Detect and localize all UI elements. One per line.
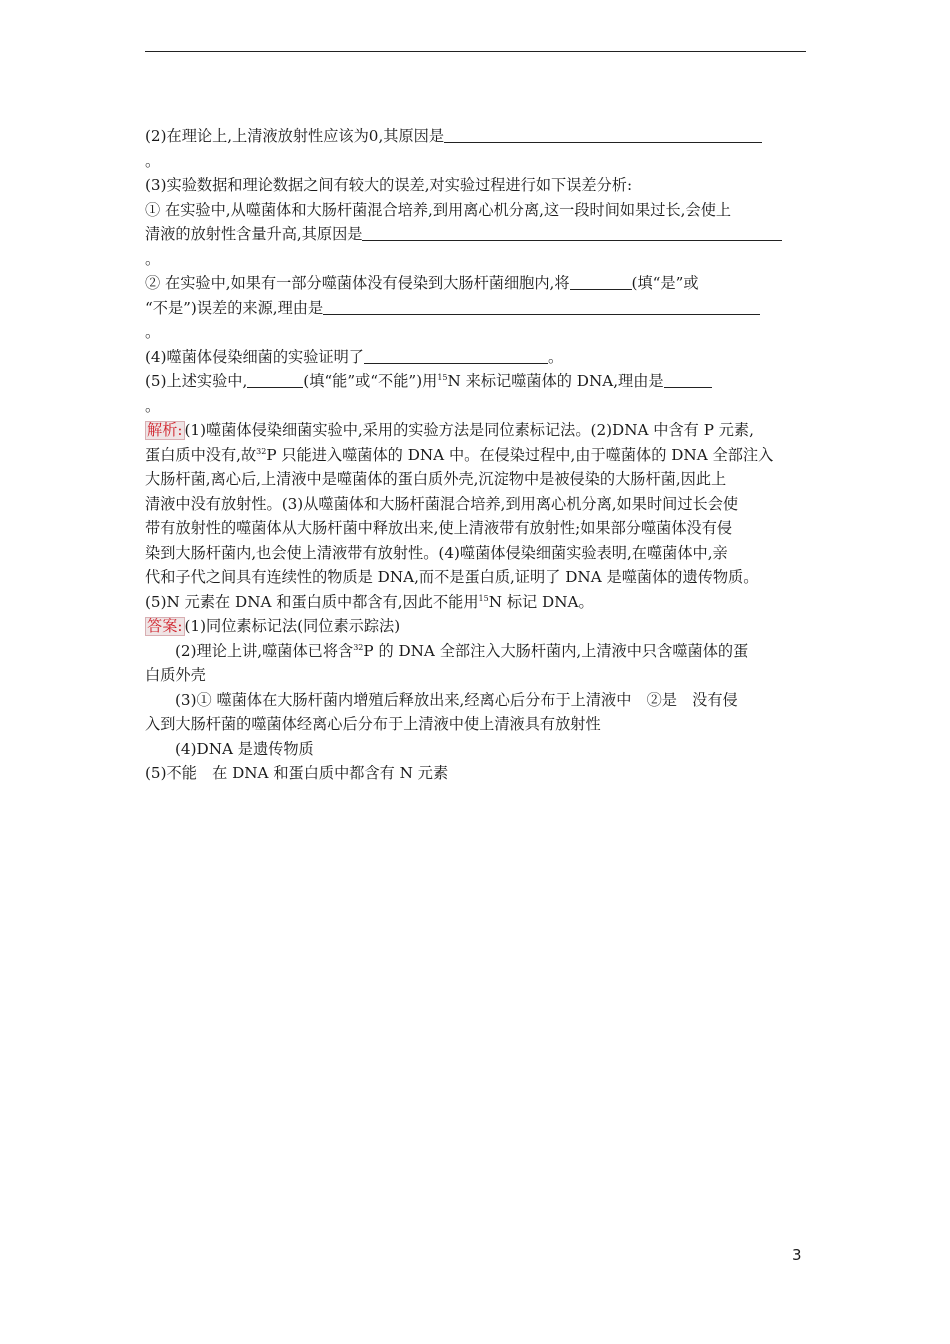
fill-blank [247, 372, 303, 388]
fill-blank [323, 299, 760, 315]
question-3-item-2-line-1 [145, 271, 807, 296]
analysis-line-7: 代和子代之间具有连续性的物质是 DNA,而不是蛋白质,证明了 DNA 是噬菌体的遗传物质。 [145, 568, 759, 586]
superscript: 15 [437, 373, 448, 382]
text: (填“能”或“不能”)用 [303, 372, 438, 390]
text: N 标记 DNA。 [488, 592, 594, 611]
analysis-line-2 [145, 443, 807, 468]
superscript: 15 [478, 593, 489, 603]
answer-line-3: (3)① 噬菌体在大肠杆菌内增殖后释放出来,经离心后分布于上清液中 ②是 没有侵 [175, 690, 738, 709]
question-2 [145, 124, 807, 149]
text: 清液的放射性含量升高,其原因是 [145, 225, 363, 243]
question-5 [145, 369, 807, 394]
question-5-end: 。 [145, 396, 161, 415]
analysis-line-8 [145, 590, 807, 615]
question-3-intro: (3)实验数据和理论数据之间有较大的误差,对实验过程进行如下误差分析: [145, 176, 633, 194]
answer-line-3-cont: 入到大肠杆菌的噬菌体经离心后分布于上清液中使上清液具有放射性 [145, 715, 601, 733]
answer-section [145, 614, 807, 786]
answer-label: 答案: [147, 617, 183, 635]
text: (5)N 元素在 DNA 和蛋白质中都含有,因此不能用 [145, 592, 479, 611]
text: 。 [547, 347, 564, 366]
text: N 来标记噬菌体的 DNA,理由是 [447, 372, 664, 390]
superscript: 32 [353, 642, 364, 652]
question-2-end: 。 [145, 151, 161, 170]
superscript: 32 [256, 446, 267, 456]
fill-blank [362, 225, 782, 241]
text: (1)同位素标记法(同位素示踪法) [184, 617, 401, 635]
analysis-line-1 [145, 418, 807, 443]
text: (5)上述实验中, [145, 372, 248, 390]
answer-line-5: (5)不能 在 DNA 和蛋白质中都含有 N 元素 [145, 764, 449, 782]
answer-line-1 [145, 614, 807, 639]
answer-line-2 [145, 639, 807, 664]
fill-blank [570, 274, 632, 290]
page-number: 3 [792, 1246, 802, 1264]
question-3-item-2-end: 。 [145, 323, 161, 341]
document-body [145, 124, 807, 786]
analysis-line-6: 染到大肠杆菌内,也会使上清液带有放射性。(4)噬菌体侵染细菌实验表明,在噬菌体中,亲 [145, 543, 728, 562]
analysis-section [145, 418, 807, 614]
answer-line-4: (4)DNA 是遗传物质 [175, 739, 314, 758]
analysis-line-4: 清液中没有放射性。(3)从噬菌体和大肠杆菌混合培养,到用离心机分离,如果时间过长会使 [145, 494, 739, 513]
question-4 [145, 345, 807, 370]
text: “不是”)误差的来源,理由是 [145, 298, 324, 317]
text: (1)噬菌体侵染细菌实验中,采用的实验方法是同位素标记法。(2)DNA 中含有 P 元素, [184, 421, 754, 439]
text: 蛋白质中没有,故 [145, 445, 257, 464]
fill-blank [444, 127, 762, 143]
question-3-item-2-line-2 [145, 296, 807, 321]
header-rule [145, 51, 806, 52]
analysis-label: 解析: [147, 421, 183, 439]
text: ② 在实验中,如果有一部分噬菌体没有侵染到大肠杆菌细胞内,将 [145, 274, 570, 292]
question-3-item-1-end: 。 [145, 249, 161, 268]
fill-blank [664, 372, 712, 388]
analysis-line-3: 大肠杆菌,离心后,上清液中是噬菌体的蛋白质外壳,沉淀物中是被侵染的大肠杆菌,因此上 [145, 470, 727, 488]
text: P 的 DNA 全部注入大肠杆菌内,上清液中只含噬菌体的蛋 [363, 641, 749, 660]
text: P 只能进入噬菌体的 DNA 中。在侵染过程中,由于噬菌体的 DNA 全部注入 [266, 445, 774, 464]
text: (填“是”或 [631, 274, 699, 292]
question-3-item-1-line-2 [145, 222, 807, 247]
fill-blank [364, 348, 548, 364]
text: (4)噬菌体侵染细菌的实验证明了 [145, 347, 364, 366]
question-3-item-1-line-1: ① 在实验中,从噬菌体和大肠杆菌混合培养,到用离心机分离,这一段时间如果过长,会使上 [145, 200, 732, 219]
analysis-line-5: 带有放射性的噬菌体从大肠杆菌中释放出来,使上清液带有放射性;如果部分噬菌体没有侵 [145, 519, 733, 537]
text: (2)理论上讲,噬菌体已将含 [175, 641, 354, 660]
question-2-text: (2)在理论上,上清液放射性应该为0,其原因是 [145, 127, 445, 145]
answer-line-2-cont: 白质外壳 [145, 666, 206, 684]
